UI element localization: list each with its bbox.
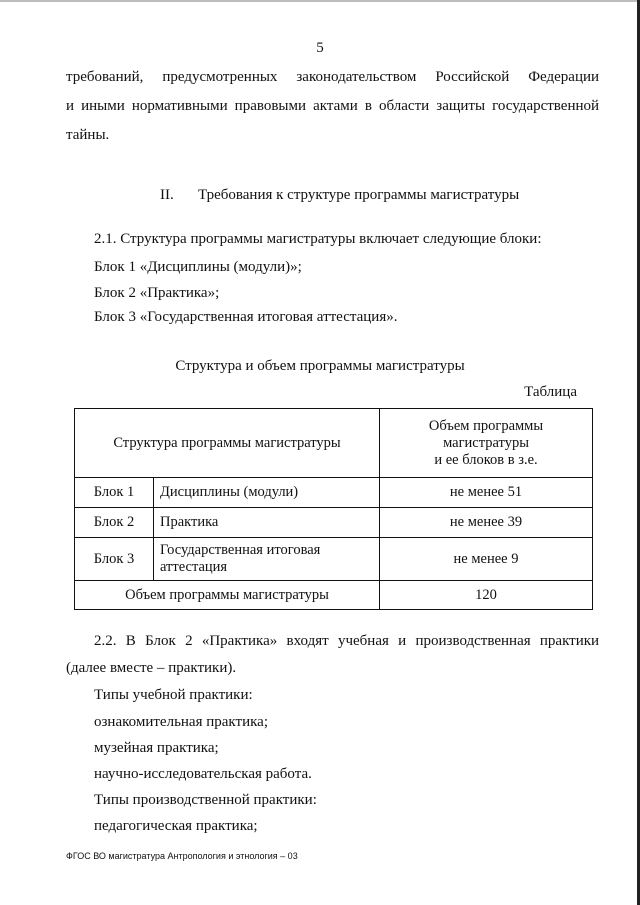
block-name-cell: Дисциплины (модули)	[154, 478, 380, 508]
header-volume-cell	[380, 409, 593, 478]
table-row	[75, 538, 593, 581]
header-structure-cell: Структура программы магистратуры	[75, 409, 380, 478]
word: в	[364, 98, 372, 114]
table-header-row	[75, 409, 593, 478]
clause-2-2-line-2: (далее вместе – практики).	[66, 660, 237, 676]
word: 2.2.	[94, 633, 117, 649]
structure-table	[74, 408, 593, 610]
practice-list-item: ознакомительная практика;	[94, 714, 268, 730]
practice-list-item: научно-исследовательская работа.	[94, 766, 312, 782]
word: производственная	[415, 633, 531, 649]
section-title: Требования к структуре программы магистратуры	[198, 187, 520, 203]
page-number: 5	[316, 40, 324, 56]
word: правовыми	[234, 98, 307, 114]
practice-list-item: музейная практика;	[94, 740, 219, 756]
practice-list-item: Типы производственной практики:	[94, 792, 317, 808]
word: и	[398, 633, 407, 649]
table-row	[75, 508, 593, 538]
practice-list-item: Типы учебной практики:	[94, 687, 253, 703]
intro-line-1	[66, 68, 599, 86]
block-name-line: аттестация	[160, 559, 228, 575]
block-code-cell: Блок 2	[75, 508, 154, 538]
block-list-item: Блок 3 «Государственная итоговая аттестация».	[94, 309, 398, 325]
scan-top-edge	[0, 0, 640, 2]
word: практики	[539, 633, 600, 649]
word: требований,	[66, 69, 144, 85]
word: законодательством	[296, 69, 417, 85]
block-list-item: Блок 1 «Дисциплины (модули)»;	[94, 259, 302, 275]
word: области	[379, 98, 430, 114]
block-code-cell: Блок 1	[75, 478, 154, 508]
page-footer: ФГОС ВО магистратура Антропология и этнология – 03	[66, 851, 298, 861]
word: учебная	[337, 633, 389, 649]
word: государственной	[492, 98, 600, 114]
practice-list-item: педагогическая практика;	[94, 818, 258, 834]
block-name-line: Государственная итоговая	[160, 542, 321, 558]
header-volume-line: и ее блоков в з.е.	[434, 451, 538, 468]
block-name-cell	[154, 538, 380, 581]
word: 2	[185, 633, 193, 649]
word: входят	[286, 633, 329, 649]
clause-2-2-line-1	[94, 632, 599, 650]
intro-line-2	[66, 97, 599, 115]
table-total-row	[75, 581, 593, 610]
header-volume-line: Объем программы	[428, 417, 544, 434]
table-row	[75, 478, 593, 508]
word: Федерации	[528, 69, 600, 85]
word: предусмотренных	[162, 69, 278, 85]
word: нормативными	[131, 98, 228, 114]
header-volume-line: магистратуры	[443, 434, 529, 451]
total-label-cell: Объем программы магистратуры	[75, 581, 380, 610]
word: защиты	[436, 98, 486, 114]
total-value-cell: 120	[380, 581, 593, 610]
word: актами	[313, 98, 358, 114]
block-volume-cell: не менее 39	[380, 508, 593, 538]
word: «Практика»	[201, 633, 278, 649]
block-list-item: Блок 2 «Практика»;	[94, 285, 220, 301]
clause-2-1-intro: 2.1. Структура программы магистратуры включает следующие блоки:	[94, 231, 542, 247]
word: Блок	[145, 633, 176, 649]
block-name-cell: Практика	[154, 508, 380, 538]
word: и	[66, 98, 75, 114]
block-volume-cell: не менее 51	[380, 478, 593, 508]
block-code-cell: Блок 3	[75, 538, 154, 581]
section-number: II.	[160, 187, 174, 203]
word: иными	[81, 98, 125, 114]
word: Российской	[435, 69, 510, 85]
word: В	[125, 633, 136, 649]
block-volume-cell: не менее 9	[380, 538, 593, 581]
intro-line-3: тайны.	[66, 127, 110, 143]
table-title: Структура и объем программы магистратуры	[175, 358, 465, 374]
table-label: Таблица	[524, 384, 577, 400]
